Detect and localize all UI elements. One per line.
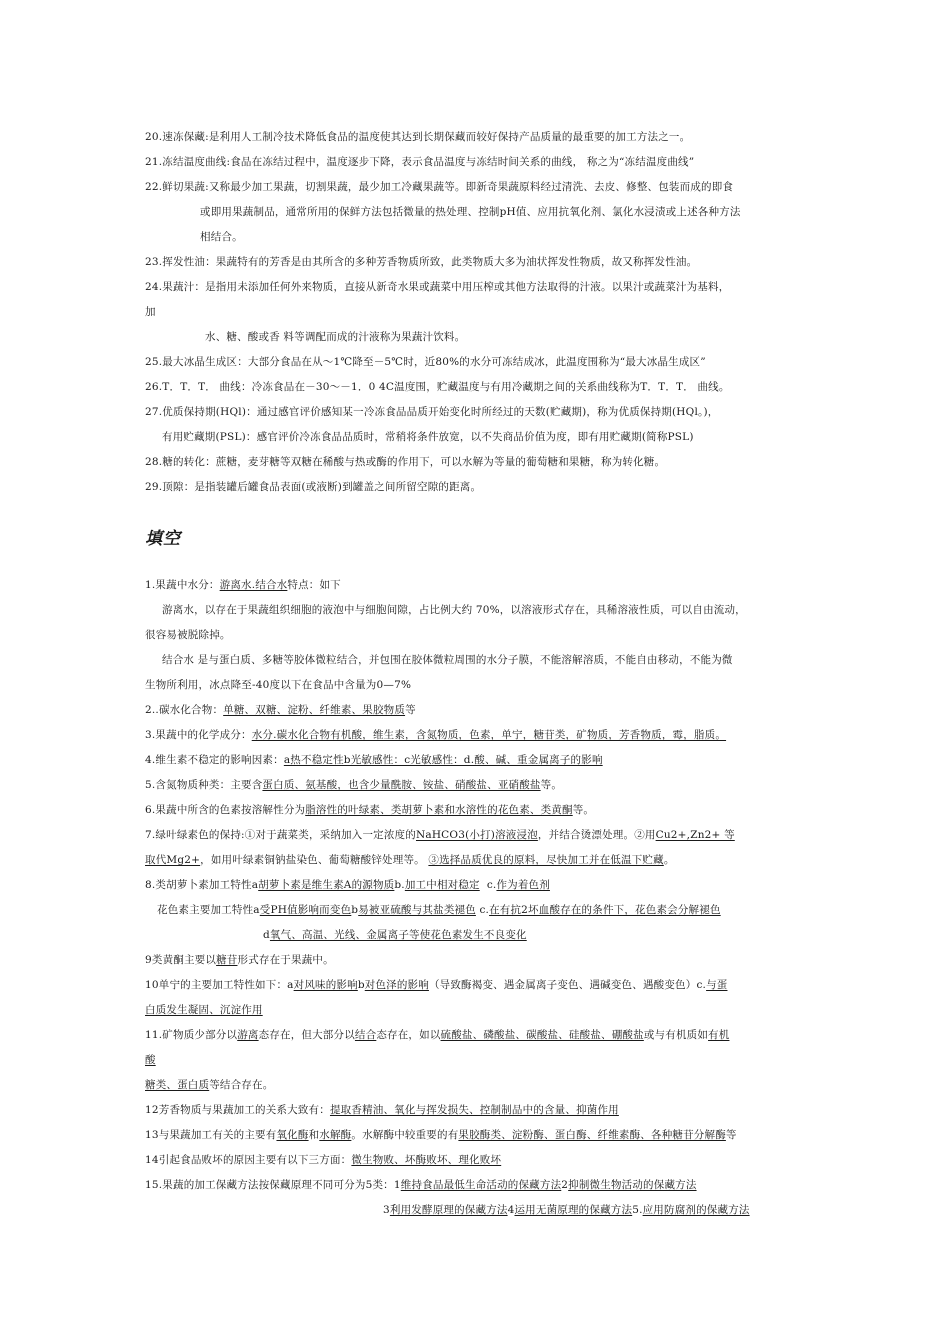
definition-27-cont: 有用贮藏期(PSL)：感官评价冷冻食品品质时，常稍将条件放宽，以不失商品价值为度，即有用贮藏期(简称PSL) xyxy=(162,431,694,443)
definition-24: 24.果蔬汁：是指用未添加任何外来物质，直接从新奇水果或蔬菜中用压榨或其他方法取得的汁液。以果汁或蔬菜汁为基料， xyxy=(145,281,730,293)
underlined-answer: 在有抗2坏血酸存在的条件下，花色素会分解褪色 xyxy=(489,904,721,916)
fill-line-14: 花色素主要加工特性a受PH值影响而变色b易被亚硫酸与其盐类褪色 c.在有抗2坏血酸存在的条件下，花色素会分解褪色 xyxy=(157,904,721,916)
underlined-answer: 脂溶性的叶绿素、类胡萝卜素和水溶性的花色素、类黄酮 xyxy=(305,804,573,816)
fill-line-19: 11.矿物质少部分以游离态存在，但大部分以结合态存在，如以硫酸盐、磷酸盐、碳酸盐、硅酸盐、硼酸盐或与有机质如有机 xyxy=(145,1029,730,1041)
underlined-answer: 抑制微生物活动的保藏方法 xyxy=(568,1179,697,1191)
definition-25: 25.最大冰晶生成区：大部分食品在从～1℃降至－5℃时，近80%的水分可冻结成冰，此温度围称为“最大冰晶生成区” xyxy=(145,356,706,368)
underlined-answer: 与蛋 xyxy=(706,979,728,991)
underlined-answer: 水分.碳水化合物有机酸，维生素，含氮物质，色素，单宁，糖苷类，矿物质，芳香物质，霉，脂质。 xyxy=(251,729,727,741)
definition-29: 29.顶隙：是指装罐后罐食品表面(或液断)到罐盖之间所留空隙的距离。 xyxy=(145,481,482,493)
underlined-answer: Cu2+,Zn2+ 等 xyxy=(655,829,735,841)
fill-line-4: 结合水 是与蛋白质、多糖等胶体微粒结合，并包围在胶体微粒周围的水分子膜，不能溶解溶质，不能自由移动，不能为微 xyxy=(162,654,733,666)
underlined-answer: 果胶酶类、淀粉酶、蛋白酶、纤维素酶、各种糖苷分解酶 xyxy=(458,1129,726,1141)
fill-line-21: 糖类、蛋白质等结合存在。 xyxy=(145,1079,274,1091)
underlined-answer: 应用防腐剂的保藏方法 xyxy=(642,1204,750,1216)
underlined-answer: 结合 xyxy=(354,1029,377,1041)
definition-22-cont-2: 相结合。 xyxy=(200,231,243,243)
underlined-answer: 氧化酶 xyxy=(276,1129,309,1141)
underlined-answer: 维持食品最低生命活动的保藏方法 xyxy=(400,1179,562,1191)
fill-line-17: 10单宁的主要加工特性如下：a对风味的影响b对色泽的影响（导致酶褐变、遇金属离子变色、遇碱变色、遇酸变色）c.与蛋 xyxy=(145,979,728,991)
underlined-answer: 水解酶 xyxy=(319,1129,352,1141)
underlined-answer: 游离 xyxy=(237,1029,259,1041)
definition-22: 22.鲜切果蔬:又称最少加工果蔬，切割果蔬，最少加工冷藏果蔬等。即新奇果蔬原料经过清洗、去皮、修整、包装而成的即食 xyxy=(145,181,734,193)
fill-line-24: 14引起食品败坏的原因主要有以下三方面：微生物败、坏酶败坏、理化败坏 xyxy=(145,1154,502,1166)
fill-line-9: 5.含氮物质种类：主要含蛋白质、氨基酸，也含少量酰胺、铵盐、硝酸盐、亚硝酸盐等。 xyxy=(145,779,563,791)
fill-line-13: 8.类胡萝卜素加工特性a胡萝卜素是维生素A的源物质b.加工中相对稳定 c.作为着色剂 xyxy=(145,879,550,891)
fill-line-25: 15.果蔬的加工保藏方法按保藏原理不同可分为5类：1维持食品最低生命活动的保藏方法2抑制微生物活动的保藏方法 xyxy=(145,1179,697,1191)
underlined-answer: 糖苷 xyxy=(216,954,238,966)
underlined-answer: 易被亚硫酸与其盐类褪色 xyxy=(358,904,476,916)
underlined-answer: 对色泽的影响 xyxy=(364,979,429,991)
definition-24-cont-1: 加 xyxy=(145,306,156,318)
underlined-answer: 氧气、高温、光线、金属离子等使花色素发生不良变化 xyxy=(269,929,527,941)
underlined-answer: 白质发生凝固、沉淀作用 xyxy=(145,1004,263,1016)
underlined-answer: 酸 xyxy=(145,1054,156,1066)
fill-line-15: d氧气、高温、光线、金属离子等使花色素发生不良变化 xyxy=(263,929,527,941)
fill-line-2: 游离水，以存在于果蔬组织细胞的液泡中与细胞间隙，占比例大约 70%，以溶液形式存在，具稀溶液性质，可以自由流动， xyxy=(162,604,746,616)
fill-line-16: 9类黄酮主要以糖苷形式存在于果蔬中。 xyxy=(145,954,334,966)
underlined-answer: 取代Mg2+ xyxy=(145,854,201,866)
definition-26: 26.T．T．T． 曲线：冷冻食品在－30～－1．0 4C温度围，贮藏温度与有用冷藏期之间的关系曲线称为T．T．T． 曲线。 xyxy=(145,381,730,393)
fill-line-8: 4.维生素不稳定的影响因素：a热不稳定性b光敏感性：c光敏感性：d.酸、碱、重金属离子的影响 xyxy=(145,754,603,766)
definition-28: 28.糖的转化：蔗糖，麦芽糖等双糖在稀酸与热或酶的作用下，可以水解为等量的葡萄糖和果糖，称为转化糖。 xyxy=(145,456,666,468)
underlined-answer: 加工中相对稳定 xyxy=(404,879,480,891)
fill-line-7: 3.果蔬中的化学成分：水分.碳水化合物有机酸，维生素，含氮物质，色素，单宁，糖苷类，矿物质，芳香物质，霉，脂质。 xyxy=(145,729,727,741)
underlined-answer: 游离水.结合水 xyxy=(219,579,288,591)
underlined-answer: 利用发酵原理的保藏方法 xyxy=(389,1204,508,1216)
fill-line-10: 6.果蔬中所含的色素按溶解性分为脂溶性的叶绿素、类胡萝卜素和水溶性的花色素、类黄酮等。 xyxy=(145,804,595,816)
underlined-answer: 提取香精油、氧化与挥发损失、控制制品中的含量、抑菌作用 xyxy=(329,1104,619,1116)
fill-line-23: 13与果蔬加工有关的主要有氧化酶和水解酶。水解酶中较重要的有果胶酶类、淀粉酶、蛋白酶、纤维素酶、各种糖苷分解酶等 xyxy=(145,1129,737,1141)
underlined-answer: 蛋白质、氨基酸，也含少量酰胺、铵盐、硝酸盐、亚硝酸盐 xyxy=(262,779,541,791)
definition-20: 20.速冻保藏:是利用人工制冷技术降低食品的温度使其达到长期保藏而较好保持产品质量的最重要的加工方法之一。 xyxy=(145,131,691,143)
fill-line-18 xyxy=(145,1003,805,1017)
underlined-answer: 硫酸盐、磷酸盐、碳酸盐、硅酸盐、硼酸盐 xyxy=(440,1029,644,1041)
underlined-answer: 微生物败、坏酶败坏、理化败坏 xyxy=(351,1154,502,1166)
definition-24-cont-2: 水、糖、酸或香 料等调配而成的汁液称为果蔬汁饮料。 xyxy=(205,331,466,343)
fill-line-3: 很容易被脱除掉。 xyxy=(145,629,231,641)
definition-23: 23.挥发性油：果蔬特有的芳香是由其所含的多种芳香物质所致，此类物质大多为油状挥发性物质，故又称挥发性油。 xyxy=(145,256,698,268)
underlined-answer: 作为着色剂 xyxy=(496,879,550,891)
fill-line-1: 1.果蔬中水分：游离水.结合水特点：如下 xyxy=(145,579,341,591)
fill-line-26: 3利用发酵原理的保藏方法4运用无菌原理的保藏方法5.应用防腐剂的保藏方法 xyxy=(383,1204,750,1216)
underlined-answer: 运用无菌原理的保藏方法 xyxy=(514,1204,633,1216)
fill-line-20 xyxy=(145,1053,805,1067)
fill-line-11: 7.绿叶绿素色的保持:①对于蔬菜类，采纳加入一定浓度的NaHCO3(小打)溶液浸泡，并结合烫漂处理。②用Cu2+,Zn2+ 等 xyxy=(145,829,735,841)
fill-line-12: 取代Mg2+，如用叶绿素铜钠盐染色、葡萄糖酸锌处理等。 ③选择品质优良的原料，尽快加工并在低温下贮藏。 xyxy=(145,854,675,866)
underlined-answer: 胡萝卜素是维生素A的源物质 xyxy=(258,879,395,891)
section-heading: 填空 xyxy=(145,529,181,549)
underlined-answer: 单糖、双糖、淀粉、纤维素、果胶物质 xyxy=(223,704,406,716)
fill-line-22: 12芳香物质与果蔬加工的关系大致有：提取香精油、氧化与挥发损失、控制制品中的含量、抑菌作用 xyxy=(145,1104,619,1116)
fill-line-5: 生物所利用，冰点降至-40度以下在食品中含量为0—7% xyxy=(145,679,412,691)
underlined-answer: 受PH值影响而变色 xyxy=(259,904,352,916)
definition-27: 27.优质保持期(HQl)：通过感官评价感知某一冷冻食品品质开始变化时所经过的天数(贮藏期)，称为优质保持期(HQl。)， xyxy=(145,406,719,418)
definition-21: 21.冻结温度曲线:食品在冻结过程中，温度逐步下降，表示食品温度与冻结时间关系的曲线， 称之为“冻结温度曲线” xyxy=(145,156,695,168)
fill-line-6: 2..碳水化合物：单糖、双糖、淀粉、纤维素、果胶物质等 xyxy=(145,704,416,716)
underlined-answer: 对风味的影响 xyxy=(293,979,358,991)
underlined-answer: ③选择品质优良的原料，尽快加工并在低温下贮藏 xyxy=(428,854,664,866)
underlined-answer: 有机 xyxy=(708,1029,730,1041)
underlined-answer: 糖类、蛋白质 xyxy=(145,1079,210,1091)
definition-22-cont-1: 或即用果蔬制品，通常所用的保鲜方法包括微量的热处理、控制pH值、应用抗氧化剂、氯化水浸渍或上述各种方法 xyxy=(200,206,741,218)
underlined-answer: NaHCO3(小打)溶液浸泡 xyxy=(415,829,538,841)
underlined-answer: a热不稳定性b光敏感性：c光敏感性：d.酸、碱、重金属离子的影响 xyxy=(283,754,603,766)
